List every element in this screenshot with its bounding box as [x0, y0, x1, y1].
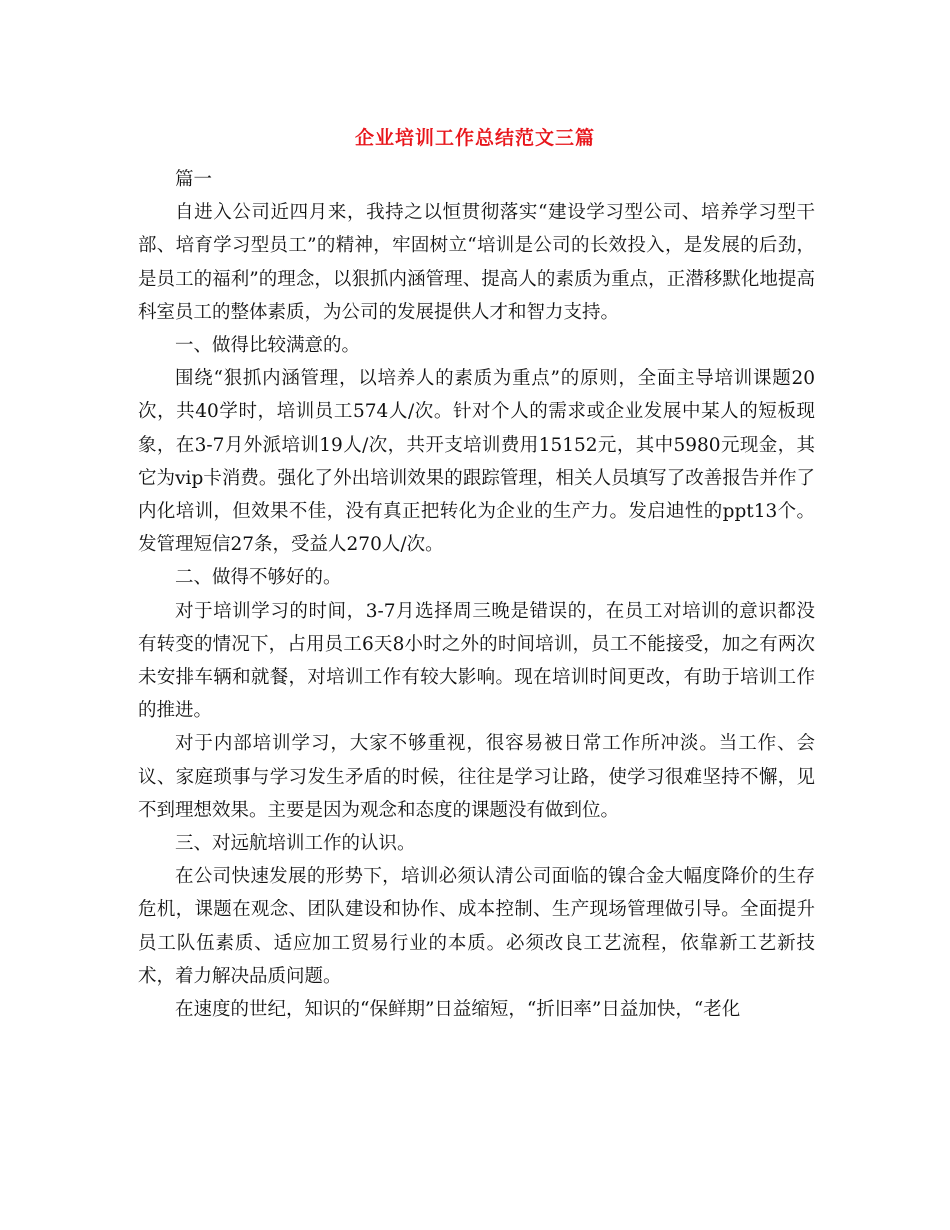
- section-heading-satisfied: 一、做得比较满意的。: [175, 335, 361, 357]
- not-good-paragraph-time: 对于培训学习的时间，3-7月选择周三晚是错误的，在员工对培训的意识都没有转变的情况下，占用员工6天8小时之外的时间培训，员工不能接受，加之有两次未安排车辆和就餐，对培训工作有较大影响。现在培训时间更改，有助于培训工作的推进。: [138, 600, 815, 722]
- intro-paragraph: 自进入公司近四月来，我持之以恒贯彻落实“建设学习型公司、培养学习型干部、培育学习型员工”的精神，牢固树立“培训是公司的长效投入，是发展的后劲，是员工的福利”的理念，以狠抓内涵管理、提高人的素质为重点，正潜移默化地提高科室员工的整体素质，为公司的发展提供人才和智力支持。: [138, 202, 815, 323]
- section-heading-part-one: 篇一: [175, 169, 213, 190]
- section-heading-not-good: 二、做得不够好的。: [175, 567, 342, 589]
- not-good-paragraph-internal: 对于内部培训学习，大家不够重视，很容易被日常工作所冲淡。当工作、会议、家庭琐事与学习发生矛盾的时候，往往是学习让路，使学习很难坚持不懈，见不到理想效果。主要是因为观念和态度的课题没有做到位。: [138, 733, 815, 821]
- speed-century-paragraph: 在速度的世纪，知识的“保鲜期”日益缩短，“折旧率”日益加快，“老化: [175, 999, 741, 1021]
- document-body: [138, 163, 815, 1026]
- understanding-paragraph: 在公司快速发展的形势下，培训必须认清公司面临的镍合金大幅度降价的生存危机，课题在观念、团队建设和协作、成本控制、生产现场管理做引导。全面提升员工队伍素质、适应加工贸易行业的本质。必须改良工艺流程，依靠新工艺新技术，着力解决品质问题。: [138, 866, 815, 987]
- satisfied-paragraph: 围绕“狠抓内涵管理，以培养人的素质为重点”的原则，全面主导培训课题20次，共40学时，培训员工574人/次。针对个人的需求或企业发展中某人的短板现象，在3-7月外派培训19人/次，共开支培训费用15152元，其中5980元现金，其它为vip卡消费。强化了外出培训效果的跟踪管理，相关人员填写了改善报告并作了内化培训，但效果不佳，没有真正把转化为企业的生产力。发启迪性的ppt13个。发管理短信27条，受益人270人/次。: [138, 368, 815, 556]
- document-title: 企业培训工作总结范文三篇: [354, 127, 595, 149]
- section-heading-understanding: 三、对远航培训工作的认识。: [175, 833, 416, 855]
